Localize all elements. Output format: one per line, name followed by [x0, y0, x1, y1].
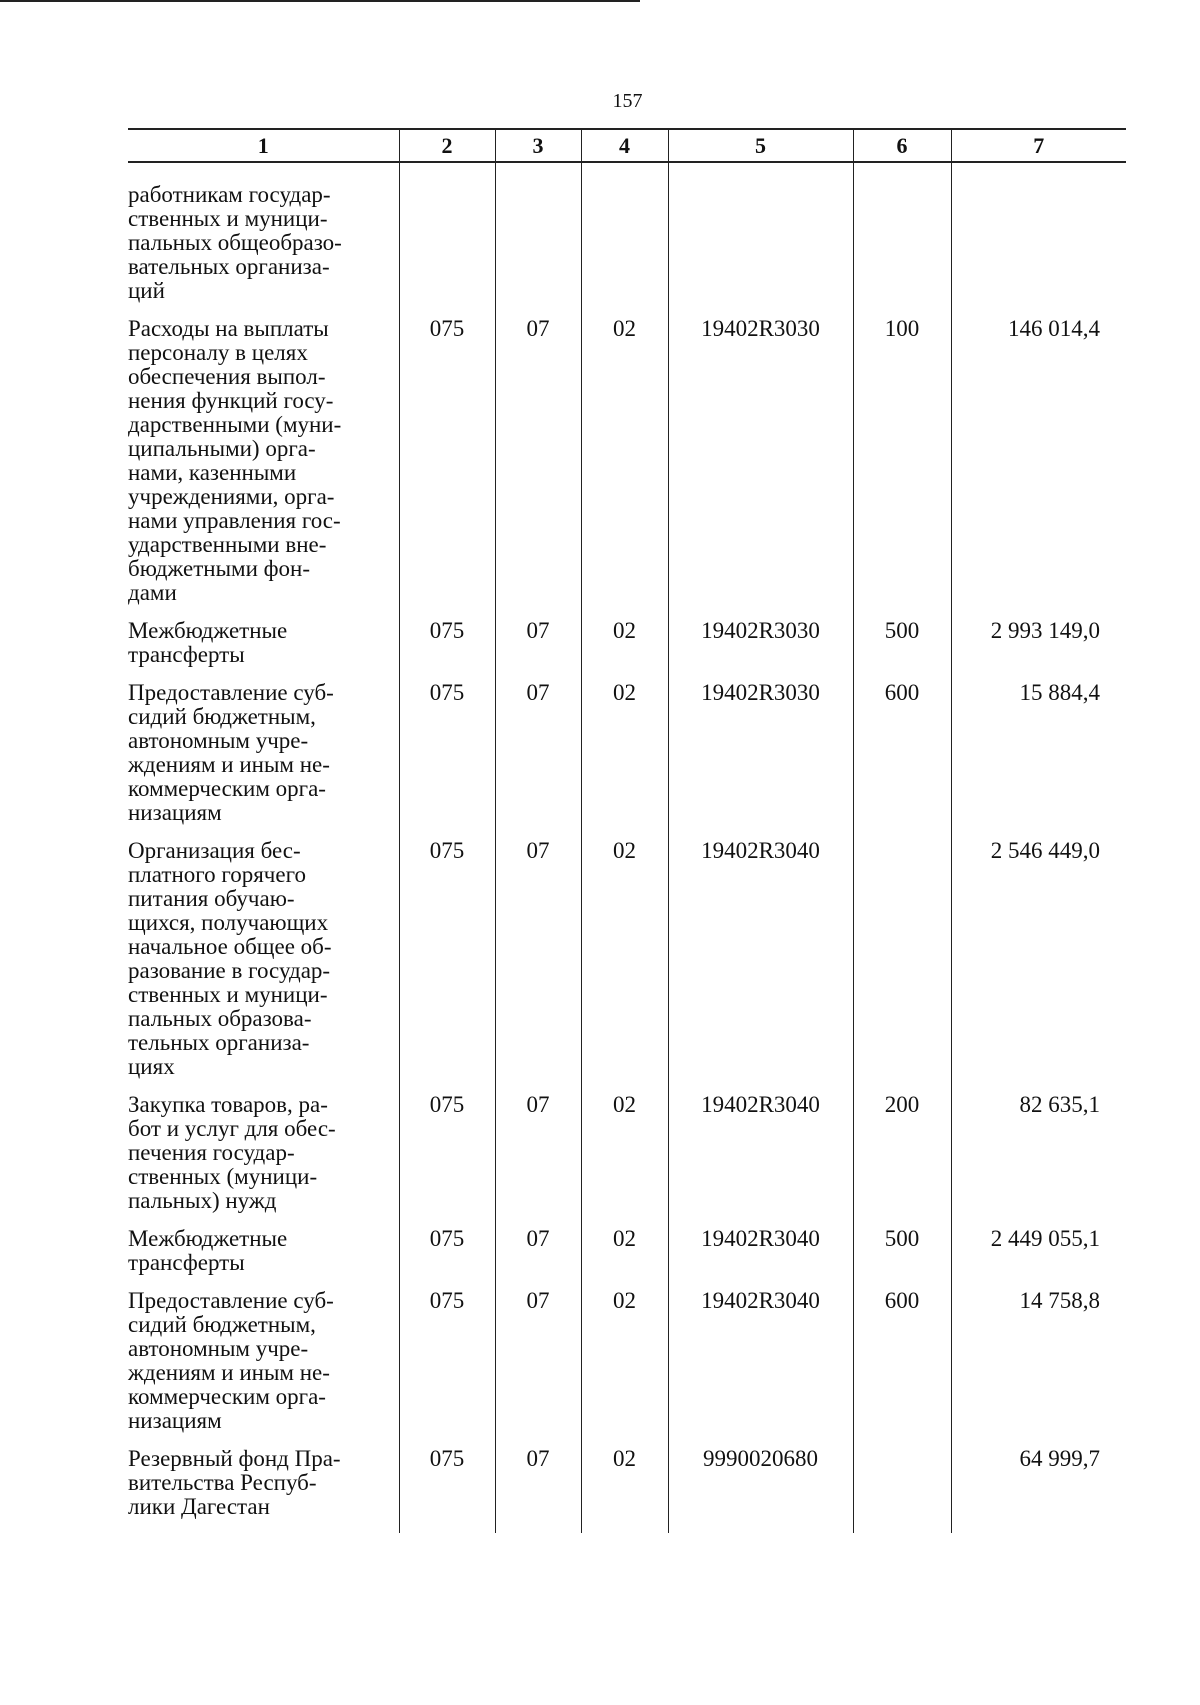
column-header-7: 7 [951, 129, 1126, 162]
table-row [128, 1447, 1126, 1533]
row-section-code: 07 [495, 619, 581, 681]
table-row [128, 1227, 1126, 1289]
row-expense-type-code: 500 [853, 1227, 951, 1289]
row-expense-type-code [853, 839, 951, 1093]
row-name: Межбюджетные трансферты [128, 618, 288, 667]
row-name: Закупка товаров, ра- бот и услуг для обес- печения государ- ственных (муници- пальных) нужд [128, 1092, 336, 1213]
row-target-article-code [668, 183, 853, 317]
row-name: Расходы на выплаты персоналу в целях обеспечения выпол- нения функций госу- дарственными (муни- ципальными) орга- нами, казенными учреждениями, орга- нами управления гос- ударственными вне- бюджетными фон- дами [128, 316, 342, 605]
row-subsection-code: 02 [581, 317, 668, 619]
row-ved-code: 075 [399, 1289, 495, 1447]
row-name: работникам государ- ственных и муници- пальных общеобразо- вательных организа- ций [128, 182, 342, 303]
row-subsection-code: 02 [581, 1289, 668, 1447]
row-subsection-code: 02 [581, 1447, 668, 1533]
row-subsection-code: 02 [581, 619, 668, 681]
table-body [128, 162, 1126, 1533]
column-header-6: 6 [853, 129, 951, 162]
row-amount: 15 884,4 [951, 681, 1126, 839]
row-expense-type-code: 600 [853, 1289, 951, 1447]
budget-table [128, 128, 1126, 1533]
row-subsection-code [581, 183, 668, 317]
row-name: Предоставление суб- сидий бюджетным, автономным учре- ждениям и иным не- коммерческим орга- низациям [128, 1288, 334, 1433]
header-gap-row [128, 162, 1126, 183]
row-target-article-code: 19402R3040 [668, 1289, 853, 1447]
row-amount: 2 546 449,0 [951, 839, 1126, 1093]
column-header-3: 3 [495, 129, 581, 162]
column-header-1: 1 [128, 129, 399, 162]
row-ved-code: 075 [399, 1093, 495, 1227]
row-ved-code: 075 [399, 317, 495, 619]
row-ved-code: 075 [399, 1227, 495, 1289]
page-number: 157 [612, 90, 643, 112]
row-ved-code [399, 183, 495, 317]
row-section-code: 07 [495, 1227, 581, 1289]
row-section-code: 07 [495, 1289, 581, 1447]
column-header-2: 2 [399, 129, 495, 162]
row-amount: 82 635,1 [951, 1093, 1126, 1227]
table-row [128, 183, 1126, 317]
row-name: Резервный фонд Пра- вительства Респуб- лики Дагестан [128, 1446, 341, 1519]
row-name: Межбюджетные трансферты [128, 1226, 288, 1275]
row-expense-type-code: 200 [853, 1093, 951, 1227]
table-row [128, 1289, 1126, 1447]
row-target-article-code: 19402R3040 [668, 1093, 853, 1227]
row-target-article-code: 19402R3040 [668, 1227, 853, 1289]
row-subsection-code: 02 [581, 681, 668, 839]
top-edge-rule [0, 0, 640, 2]
row-amount: 14 758,8 [951, 1289, 1126, 1447]
row-section-code: 07 [495, 1093, 581, 1227]
row-subsection-code: 02 [581, 1227, 668, 1289]
row-name: Организация бес- платного горячего питания обучаю- щихся, получающих начальное общее об- разование в государ- ственных и муници- пальных образова- тельных организа- циях [128, 838, 332, 1079]
row-amount: 2 993 149,0 [951, 619, 1126, 681]
row-ved-code: 075 [399, 839, 495, 1093]
row-name: Предоставление суб- сидий бюджетным, автономным учре- ждениям и иным не- коммерческим орга- низациям [128, 680, 334, 825]
row-target-article-code: 9990020680 [668, 1447, 853, 1533]
row-ved-code: 075 [399, 1447, 495, 1533]
row-section-code: 07 [495, 1447, 581, 1533]
row-section-code: 07 [495, 681, 581, 839]
column-header-4: 4 [581, 129, 668, 162]
table-row [128, 619, 1126, 681]
row-target-article-code: 19402R3040 [668, 839, 853, 1093]
row-section-code: 07 [495, 839, 581, 1093]
row-target-article-code: 19402R3030 [668, 681, 853, 839]
row-expense-type-code [853, 1447, 951, 1533]
column-header-5: 5 [668, 129, 853, 162]
table-row [128, 839, 1126, 1093]
row-subsection-code: 02 [581, 839, 668, 1093]
table-row [128, 317, 1126, 619]
row-target-article-code: 19402R3030 [668, 317, 853, 619]
row-target-article-code: 19402R3030 [668, 619, 853, 681]
row-ved-code: 075 [399, 681, 495, 839]
row-amount: 2 449 055,1 [951, 1227, 1126, 1289]
row-expense-type-code: 600 [853, 681, 951, 839]
row-section-code [495, 183, 581, 317]
row-subsection-code: 02 [581, 1093, 668, 1227]
table-row [128, 681, 1126, 839]
row-section-code: 07 [495, 317, 581, 619]
row-expense-type-code: 500 [853, 619, 951, 681]
table-row [128, 1093, 1126, 1227]
row-amount [951, 183, 1126, 317]
row-amount: 146 014,4 [951, 317, 1126, 619]
table-header-row [128, 129, 1126, 162]
row-expense-type-code: 100 [853, 317, 951, 619]
row-amount: 64 999,7 [951, 1447, 1126, 1533]
row-expense-type-code [853, 183, 951, 317]
row-ved-code: 075 [399, 619, 495, 681]
